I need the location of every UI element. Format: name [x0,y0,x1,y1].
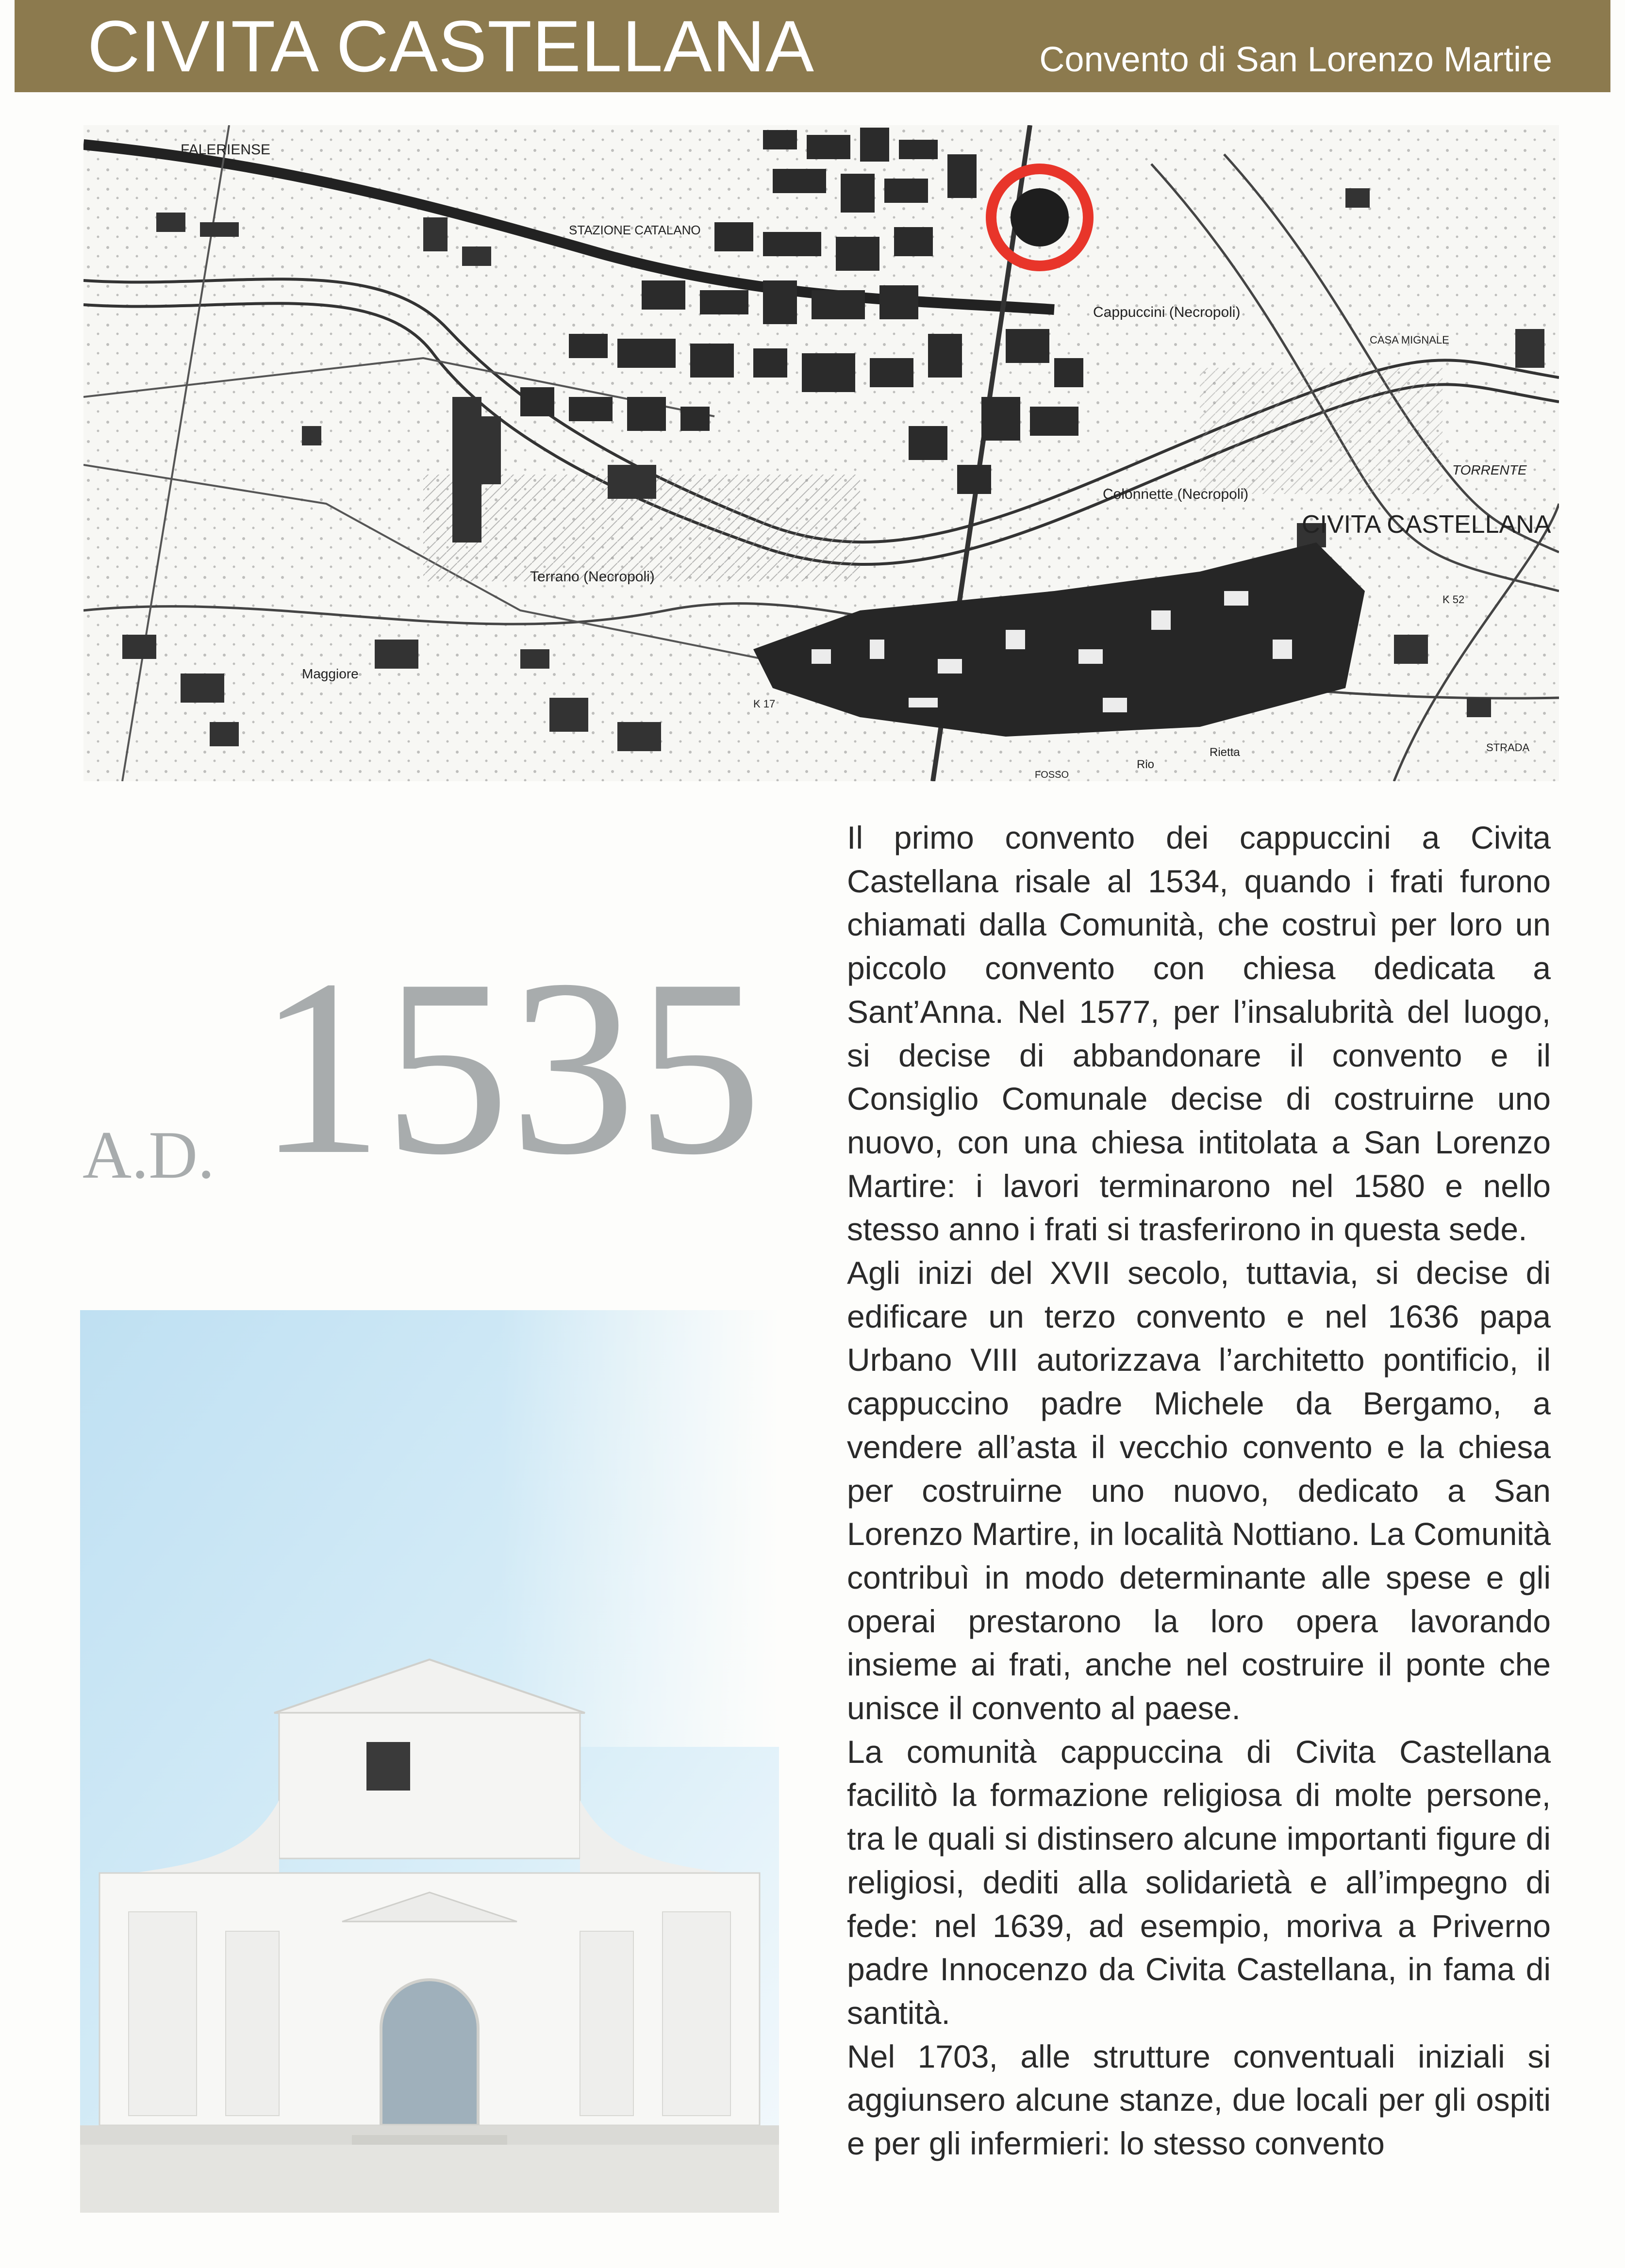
map-label-rietta: Rietta [1210,746,1240,759]
paragraph-1: Il primo convento dei cappuccini a Civita Castellana risale al 1534, quando i frati furono chiamati dalla Comunità, che costruì per loro un piccolo convento con chiesa dedicata a Sant’Anna. Nel 1577, per l’insalubrità del luogo, si decise di abbandonare il convento e il Consiglio Comunale decise di costruirne uno nuovo, con una chiesa intitolata a San Lorenzo Martire: i lavori terminarono nel 1580 e nello stesso anno i frati si trasferirono in questa sede. [847,820,1551,1248]
map-label-k52: K 52 [1443,593,1465,606]
article-text [847,816,1551,2166]
map-label-torrente: TORRENTE [1452,462,1527,477]
church-photo [80,1310,779,2213]
header-bar [15,0,1610,92]
date-prefix: A.D. [83,1118,215,1193]
map-label-cappuccini: Cappuccini (Necropoli) [1093,304,1241,320]
page-title: CIVITA CASTELLANA [87,5,815,87]
map-label-faleriense: FALERIENSE [181,142,271,158]
date-year: 1535 [257,928,762,1207]
map-label-fosso: FOSSO [1035,770,1069,780]
map-label-stazione: STAZIONE CATALANO [569,223,701,237]
map-label-rio: Rio [1137,758,1155,771]
map-label-strada: STRADA [1486,741,1530,754]
map-label-casa-mignale: CASA MIGNALE [1370,334,1449,346]
map-label-k17: K 17 [753,698,776,710]
paragraph-4: Nel 1703, alle strutture conventuali iniziali si aggiunsero alcune stanze, due locali per gli ospiti e per gli infermieri: lo stesso convento [847,2038,1551,2162]
map-label-civita-castellana: CIVITA CASTELLANA [1302,510,1551,539]
paragraph-2: Agli inizi del XVII secolo, tuttavia, si decise di edificare un terzo convento e nel 1636 papa Urbano VIII autorizzava l’architetto pontificio, il cappuccino padre Michele da Bergamo, a vendere all’asta il vecchio convento e la chiesa per costruirne uno nuovo, dedicato a San Lorenzo Martire, in località Nottiano. La Comunità contribuì in modo determinante alle spese e gli operai prestarono la loro opera lavorando insieme ai frati, anche nel costruire il ponte che unisce il convento al paese. [847,1255,1551,1726]
page-subtitle: Convento di San Lorenzo Martire [1039,40,1552,79]
map-label-colonnette: Colonnette (Necropoli) [1103,486,1249,502]
paragraph-3: La comunità cappuccina di Civita Castellana facilitò la formazione religiosa di molte persone, tra le quali si distinsero alcune importanti figure di religiosi, dediti alla solidarietà e all’impegno di fede: nel 1639, ad esempio, moriva a Priverno padre Innocenzo da Civita Castellana, in fama di santità. [847,1733,1551,2031]
map-label-terrano: Terrano (Necropoli) [530,569,655,585]
map-label-maggiore: Maggiore [302,666,359,681]
topographic-map [83,125,1559,781]
